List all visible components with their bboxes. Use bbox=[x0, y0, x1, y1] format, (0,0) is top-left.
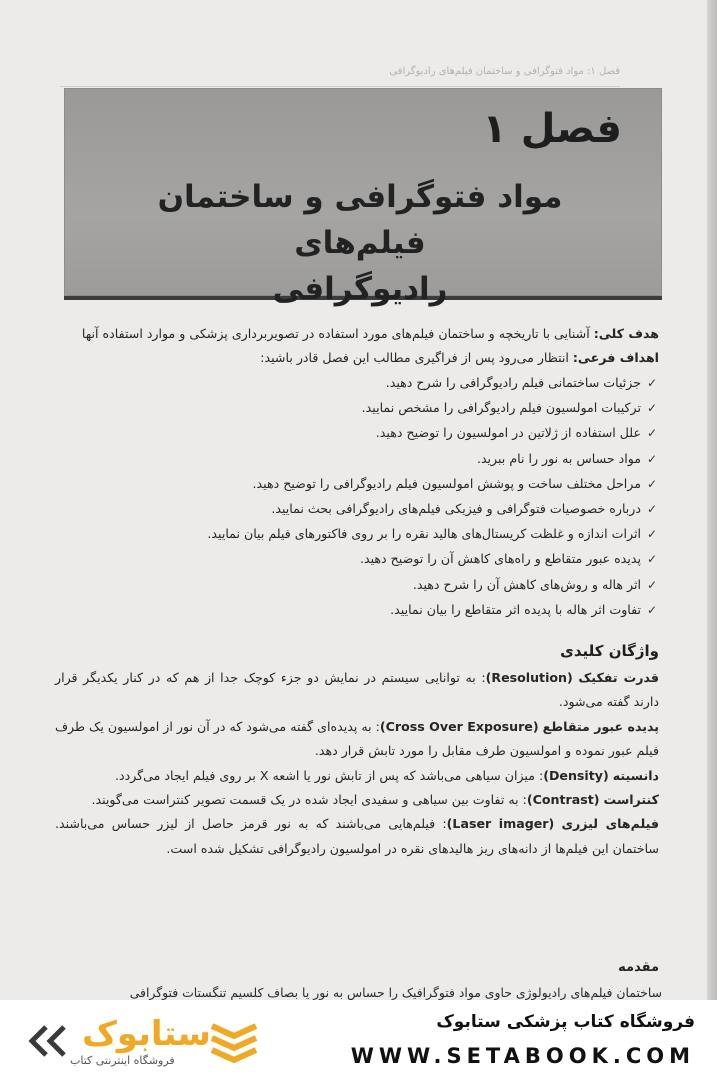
chapter-title-box bbox=[64, 88, 662, 307]
intro-first-line: ساختمان فیلم‌های رادیولوژی حاوی مواد فتوگرافیک را حساس به نور یا بصاف کلسیم تنگستات فتوگرافی bbox=[129, 985, 662, 1000]
check-icon: ✓ bbox=[646, 527, 657, 542]
chevrons-icon bbox=[26, 1024, 72, 1058]
logo-subtitle: فروشگاه اینترنتی کتاب bbox=[70, 1054, 175, 1067]
objective-item: ✓ مراحل مختلف ساخت و پوشش امولسیون فیلم رادیوگرافی را توضیح دهید. bbox=[55, 471, 659, 496]
chapter-title-line1: مواد فتوگرافی و ساختمان فیلم‌های bbox=[157, 179, 563, 261]
objectives-list bbox=[55, 370, 659, 622]
sub-goals bbox=[55, 346, 659, 370]
check-icon: ✓ bbox=[646, 426, 657, 441]
setabook-logo[interactable] bbox=[26, 1010, 286, 1072]
store-url[interactable]: WWW.SETABOOK.COM bbox=[350, 1044, 695, 1068]
term-definition: پدیده عبور متقاطع (Cross Over Exposure): به پدیده‌ای گفته می‌شود که در آن نور از امولسیون یک طرف فیلم عبور نموده و امولسیون طرف مقابل را مورد تابش قرار دهد. bbox=[55, 718, 660, 759]
check-icon: ✓ bbox=[646, 602, 657, 617]
store-name: فروشگاه کتاب پزشکی ستابوک bbox=[436, 1012, 695, 1032]
objective-item: ✓ اثرات اندازه و غلظت کریستال‌های هالید نقره را بر روی فاکتورهای فیلم بیان نمایید. bbox=[55, 521, 659, 546]
objective-item: ✓ ترکیبات امولسیون فیلم رادیوگرافی را مشخص نمایید. bbox=[55, 395, 659, 420]
sub-goals-text: انتظار می‌رود پس از فراگیری مطالب این فصل قادر باشید: bbox=[260, 350, 573, 365]
chapter-title bbox=[100, 174, 620, 312]
check-icon: ✓ bbox=[646, 502, 657, 517]
chapter-title-line2: رادیوگرافی bbox=[272, 271, 448, 307]
check-icon: ✓ bbox=[646, 451, 657, 466]
general-goal-text: آشنایی با تاریخچه و ساختمان فیلم‌های مورد استفاده در تصویربرداری پزشکی و موارد استفاده آنها bbox=[81, 326, 594, 341]
term-definition: دانسیته (Density): میزان سیاهی می‌باشد که پس از تابش نور یا اشعه X بر روی فیلم ایجاد می‌گردد. bbox=[115, 767, 659, 783]
logo-wordmark: ستابوک bbox=[82, 1014, 211, 1054]
general-goal-label: هدف کلی: bbox=[593, 326, 659, 341]
check-icon: ✓ bbox=[646, 552, 657, 567]
running-header: فصل ۱: مواد فتوگرافی و ساختمان فیلم‌های رادیوگرافی bbox=[60, 58, 620, 87]
check-icon: ✓ bbox=[646, 476, 657, 491]
objective-item: ✓ مواد حساس به نور را نام ببرید. bbox=[55, 446, 659, 471]
check-icon: ✓ bbox=[646, 577, 657, 592]
check-icon: ✓ bbox=[646, 376, 657, 390]
page-content bbox=[55, 322, 659, 861]
check-icon: ✓ bbox=[646, 401, 657, 416]
objective-item: ✓ تفاوت اثر هاله با پدیده اثر متقاطع را بیان نمایید. bbox=[55, 597, 659, 622]
chapter-number: فصل ۱ bbox=[482, 106, 622, 152]
sub-goals-label: اهداف فرعی: bbox=[572, 350, 659, 365]
objective-item: ✓ اثر هاله و روش‌های کاهش آن را شرح دهید. bbox=[55, 572, 659, 597]
objective-item: ✓ درباره خصوصیات فتوگرافی و فیزیکی فیلم‌های رادیوگرافی بحث نمایید. bbox=[55, 496, 659, 521]
intro-heading: مقدمه bbox=[618, 960, 659, 975]
page-edge bbox=[707, 0, 717, 1000]
objective-item: ✓ علل استفاده از ژلاتین در امولسیون را توضیح دهید. bbox=[55, 420, 659, 445]
store-footer-banner bbox=[0, 1000, 717, 1080]
general-goal bbox=[55, 322, 659, 346]
keywords-heading: واژگان کلیدی bbox=[560, 642, 659, 661]
objective-item: ✓ پدیده عبور متقاطع و راه‌های کاهش آن را توضیح دهید. bbox=[55, 546, 659, 571]
objective-item: ✓ جزئیات ساختمانی فیلم رادیوگرافی را شرح دهید. bbox=[55, 370, 659, 395]
book-stack-icon bbox=[208, 1016, 260, 1068]
term-definition: قدرت تفکیک (Resolution): به توانایی سیستم در نمایش دو جزء کوچک جدا از هم که در کنار یکدیگر قرار دارند گفته می‌شود. bbox=[55, 670, 659, 710]
term-definition: کنتراست (Contrast): به تفاوت بین سیاهی و سفیدی ایجاد شده در یک قسمت تصویر کنتراست می‌گویند. bbox=[91, 792, 659, 808]
term-definition: فیلم‌های لیزری (Laser imager): فیلم‌هایی می‌باشند که به نور قرمز حاصل از لیزر حساس می‌باشند. ساختمان این فیلم‌ها از دانه‌های ریز هالیدهای نقره در امولسیون رادیوگرافی تشکیل شده است. bbox=[55, 816, 659, 856]
